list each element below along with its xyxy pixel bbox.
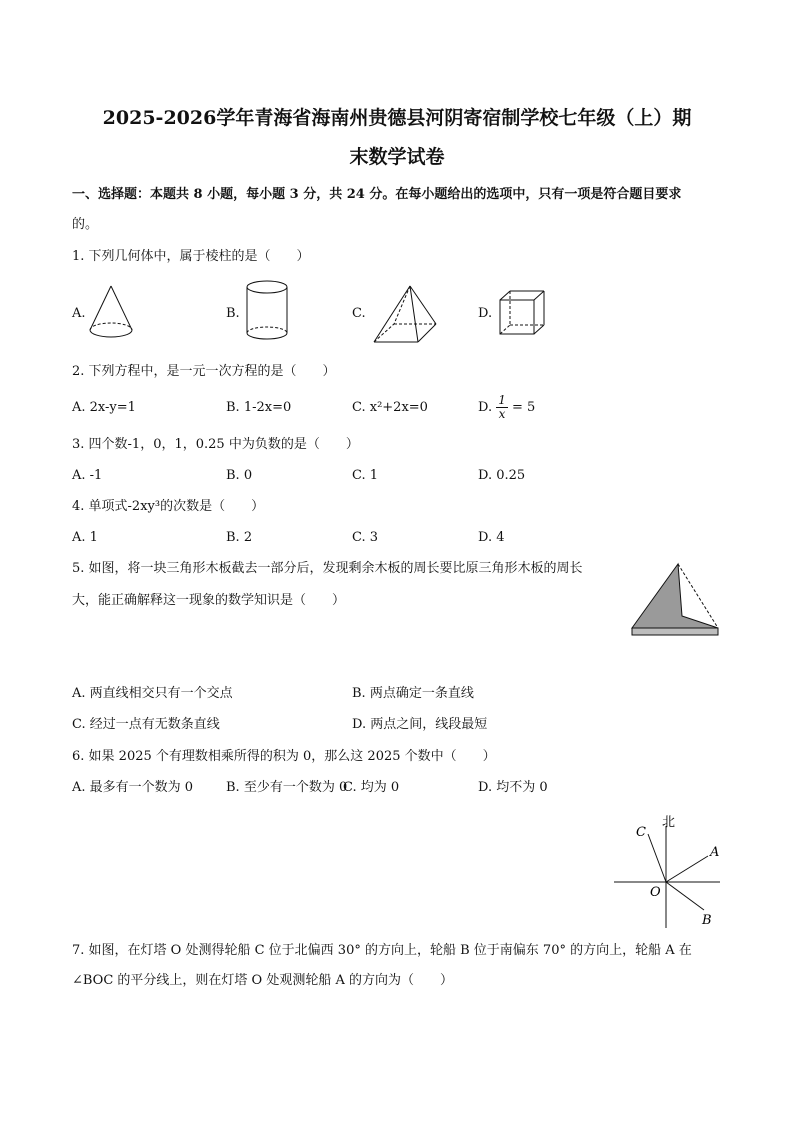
q6-stem: 6. 如果 2025 个有理数相乘所得的积为 0，那么这 2025 个数中（ ） [72, 749, 496, 764]
q4-stem: 4. 单项式-2xy³的次数是（ ） [72, 499, 265, 514]
q6-option-a: A. 最多有一个数为 0 [72, 780, 194, 795]
pyramid-icon [370, 282, 442, 348]
cone-icon [86, 282, 136, 344]
q5-option-c: C. 经过一点有无数条直线 [72, 717, 220, 732]
q4-option-c: C. 3 [352, 530, 379, 545]
point-b-label: B [702, 913, 712, 928]
north-label: 北 [662, 815, 676, 830]
q5-option-d: D. 两点之间，线段最短 [352, 717, 488, 732]
q2-stem: 2. 下列方程中，是一元一次方程的是（ ） [72, 364, 336, 379]
q4-option-d: D. 4 [478, 530, 505, 545]
q5-stem-line1: 5. 如图，将一块三角形木板截去一部分后，发现剩余木板的周长要比原三角形木板的周长 [72, 561, 583, 576]
point-c-label: C [636, 825, 646, 840]
q5-option-a: A. 两直线相交只有一个交点 [72, 686, 233, 701]
q2-option-d-rest: = 5 [507, 400, 536, 415]
q1-option-b-label: B. [226, 306, 240, 321]
q2-option-a: A. 2x-y=1 [72, 400, 136, 415]
q3-option-a: A. -1 [72, 468, 103, 483]
section-heading-line2: 的。 [72, 217, 99, 232]
q6-option-d: D. 均不为 0 [478, 780, 548, 795]
section-heading-line1: 一、选择题：本题共 8 小题，每小题 3 分，共 24 分。在每小题给出的选项中，只有一项是符合题目要求 [72, 187, 682, 202]
q2-option-d [478, 393, 535, 423]
q3-option-d: D. 0.25 [478, 468, 526, 483]
q5-option-b: B. 两点确定一条直线 [352, 686, 474, 701]
q1-option-d-label: D. [478, 306, 493, 321]
exam-title-line2: 末数学试卷 [349, 146, 445, 168]
q4-option-a: A. 1 [72, 530, 98, 545]
exam-title-line1: 2025-2026学年青海省海南州贵德县河阴寄宿制学校七年级（上）期 [102, 107, 692, 129]
q2-option-c: C. x²+2x=0 [352, 400, 428, 415]
q1-option-a-label: A. [72, 306, 86, 321]
point-o-label: O [650, 885, 661, 900]
q3-option-c: C. 1 [352, 468, 379, 483]
cube-icon [496, 288, 548, 338]
q6-option-b: B. 至少有一个数为 0 [226, 780, 348, 795]
cylinder-icon [242, 278, 292, 344]
point-a-label: A [710, 845, 720, 860]
q4-option-b: B. 2 [226, 530, 253, 545]
q3-stem: 3. 四个数-1，0，1，0.25 中为负数的是（ ） [72, 437, 359, 452]
q3-option-b: B. 0 [226, 468, 253, 483]
fraction-denominator: x [498, 407, 506, 421]
cut-triangle-board-figure [628, 558, 724, 640]
q1-option-c-label: C. [352, 306, 366, 321]
q2-option-b: B. 1-2x=0 [226, 400, 292, 415]
q7-stem-line2: ∠BOC 的平分线上，则在灯塔 O 处观测轮船 A 的方向为（ ） [72, 973, 453, 988]
fraction-numerator: 1 [498, 393, 506, 407]
fraction [496, 394, 508, 421]
q5-stem-line2: 大，能正确解释这一现象的数学知识是（ ） [72, 593, 346, 608]
q2-option-d-label: D. [478, 400, 493, 415]
q6-option-c: C. 均为 0 [343, 780, 400, 795]
q7-stem-line1: 7. 如图，在灯塔 O 处测得轮船 C 位于北偏西 30° 的方向上，轮船 B 位于南偏东 70° 的方向上，轮船 A 在 [72, 943, 692, 958]
q1-stem: 1. 下列几何体中，属于棱柱的是（ ） [72, 249, 310, 264]
compass-direction-figure [610, 808, 730, 932]
